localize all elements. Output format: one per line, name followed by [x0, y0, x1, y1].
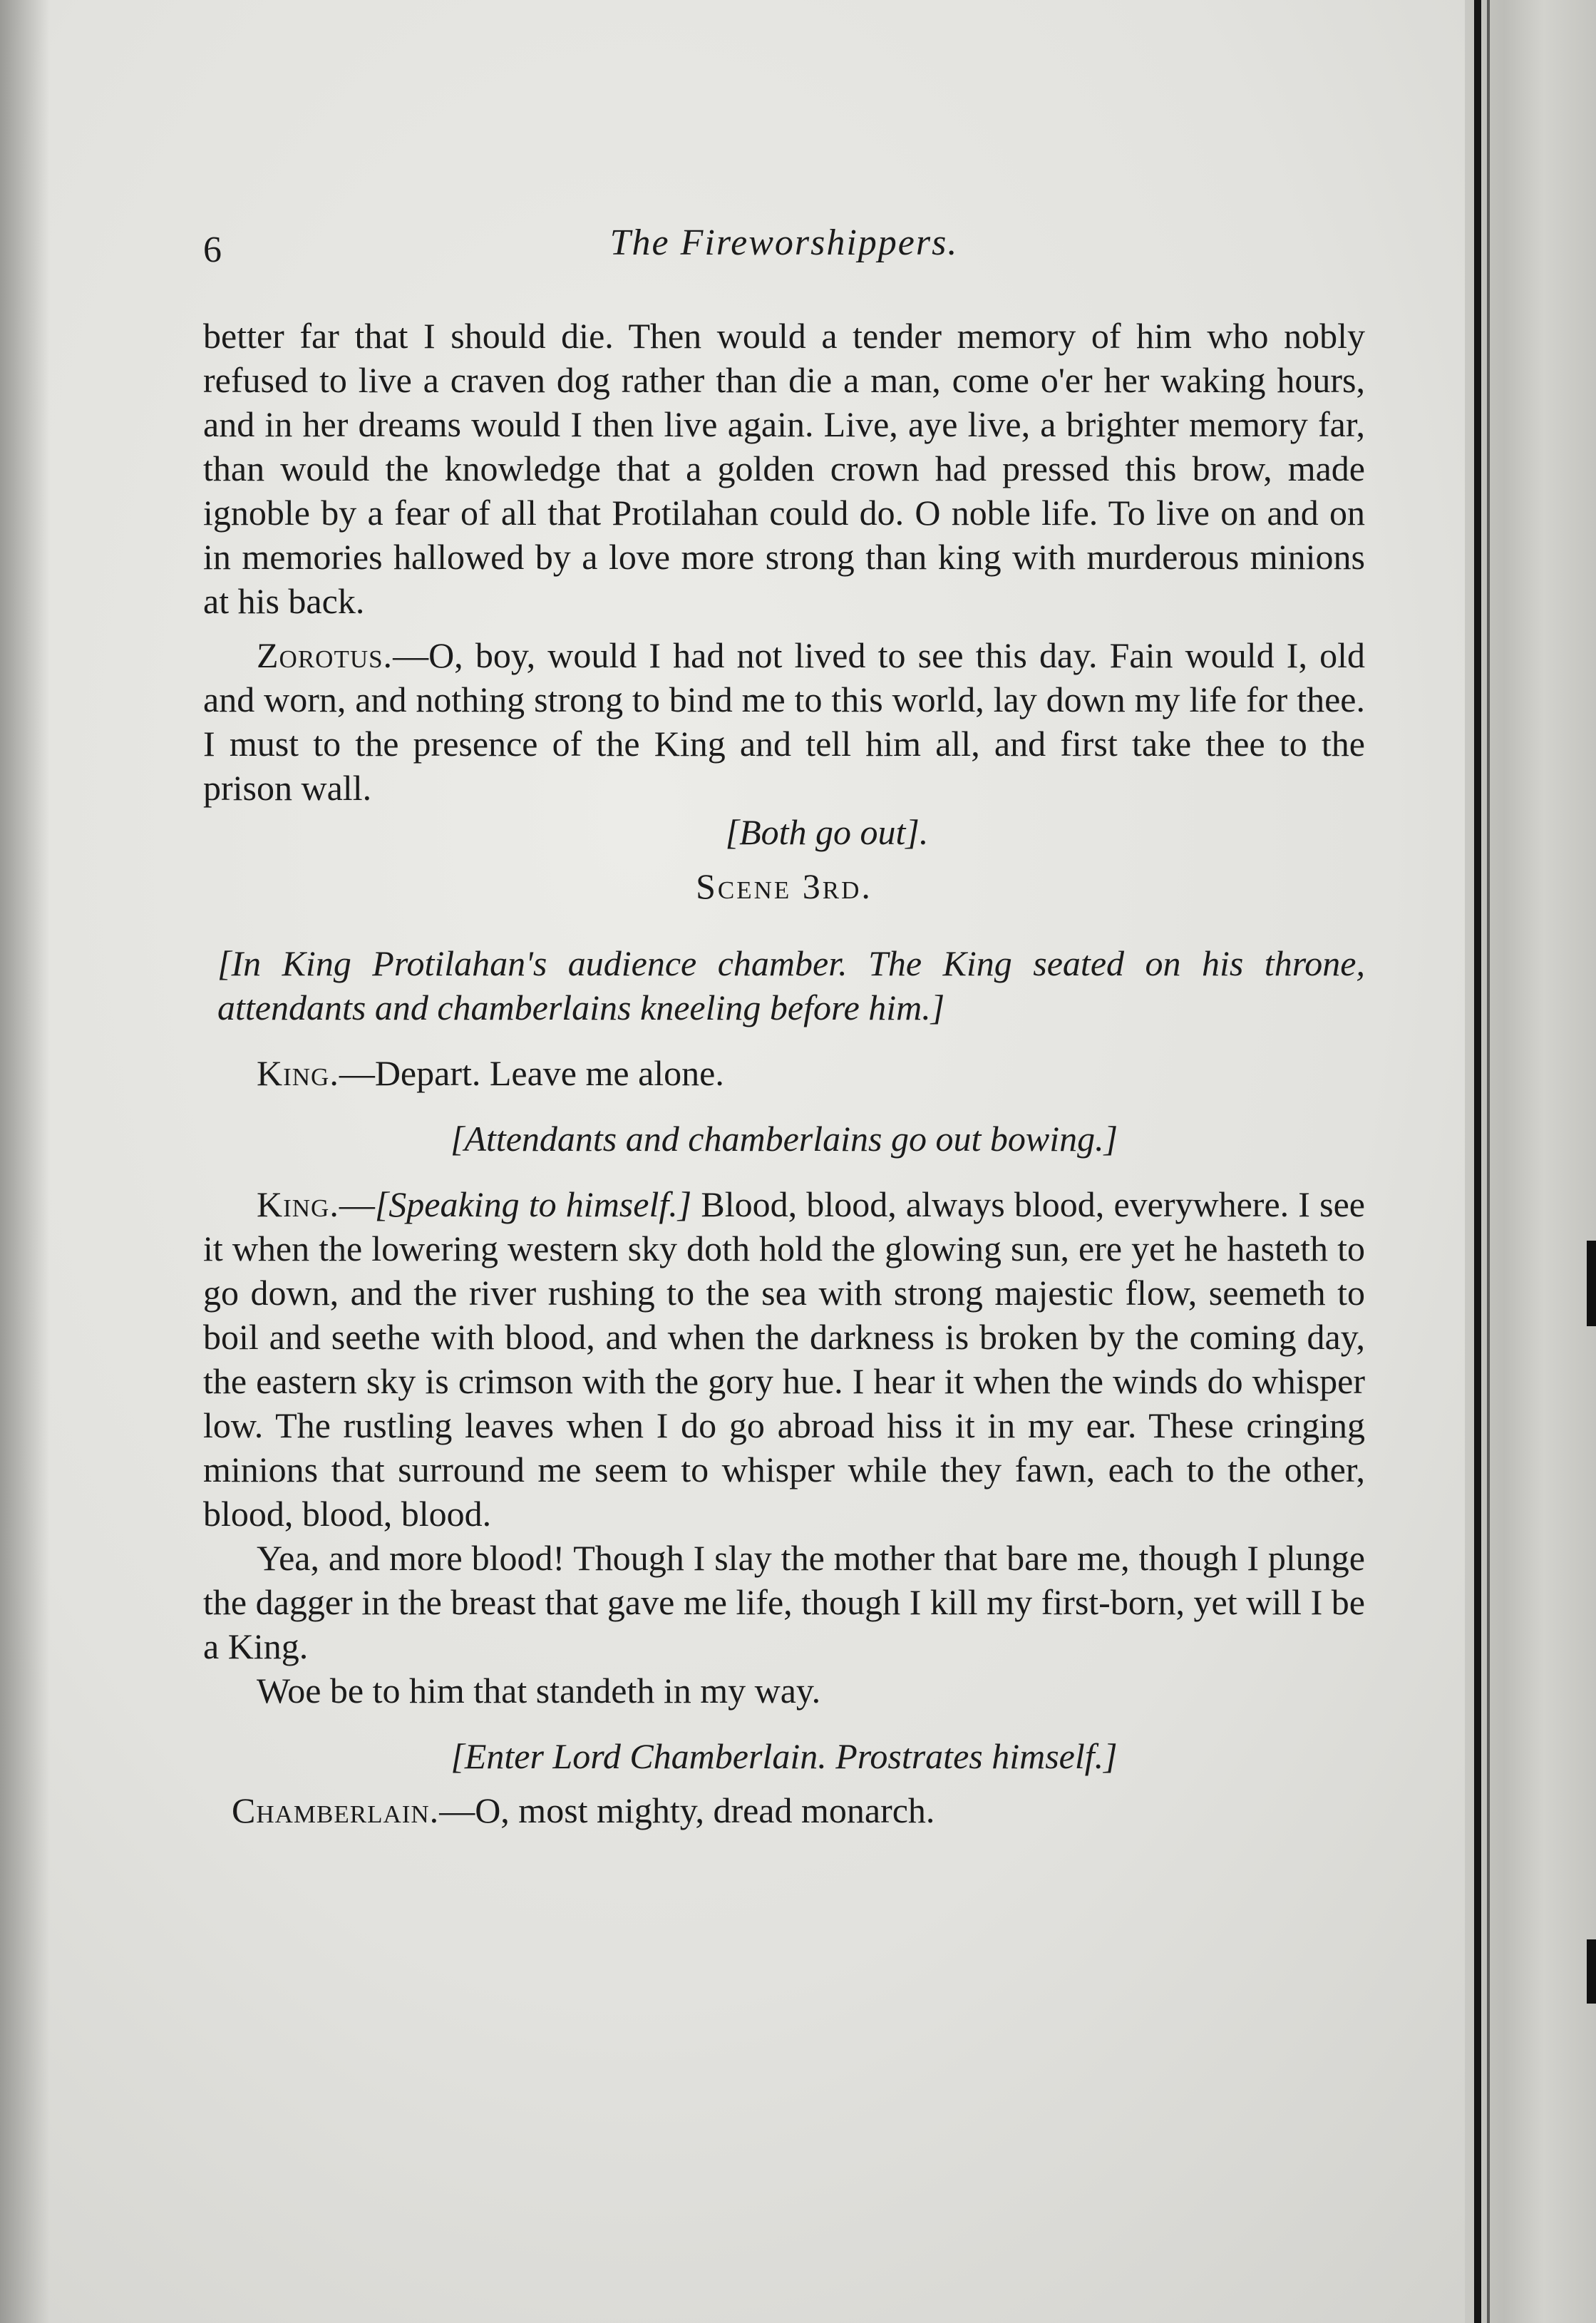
speech-chamberlain: [203, 1788, 1365, 1832]
book-gutter: [1465, 0, 1596, 2323]
speech-continuation: Yea, and more blood! Though I slay the mother that bare me, though I plunge the dagger in the breast that gave me life, though I kill my first-born, yet will I be a King.: [203, 1538, 1365, 1666]
stage-direction: [Both go out].: [725, 812, 929, 852]
gutter-thin-line: [1487, 0, 1490, 2323]
speaker-name: King.: [257, 1053, 339, 1093]
speech-text: —O, most mighty, dread monarch.: [439, 1790, 935, 1830]
speaker-name: Zorotus.: [257, 635, 393, 675]
gutter-edge-mark: [1587, 1241, 1596, 1326]
inline-stage-direction: [Speaking to himself.]: [374, 1184, 692, 1224]
running-title: The Fireworshippers.: [609, 222, 959, 263]
page-number: 6: [203, 230, 222, 270]
speaker-name: King.: [257, 1184, 339, 1224]
stage-direction: [Attendants and chamberlains go out bowing.]: [450, 1119, 1118, 1159]
scene-heading: Scene 3rd.: [696, 866, 872, 906]
gutter-edge-mark: [1587, 1939, 1596, 2004]
speech-text: —Depart. Leave me alone.: [339, 1053, 724, 1093]
page-text: [203, 214, 1365, 1832]
speech-king: [203, 1182, 1365, 1536]
stage-direction: [Enter Lord Chamberlain. Prostrates himself.]: [451, 1736, 1118, 1776]
page-header: [203, 214, 1365, 278]
speech-zorotus: [203, 633, 1365, 810]
gutter-dark-line: [1474, 0, 1481, 2323]
speaker-name: Chamberlain.: [232, 1790, 440, 1830]
page-edge-shadow: [0, 0, 50, 2323]
stage-direction: [In King Protilahan's audience chamber. The King seated on his throne, attendants and chamberlains kneeling before him.]: [217, 943, 1365, 1027]
paragraph-continuation: better far that I should die. Then would a tender memory of him who nobly refused to live a craven dog rather than die a man, come o'er her waking hours, and in her dreams would I then live again. Live, aye live, a brighter memory far, than would the knowledge that a golden crown had pressed this brow, made ignoble by a fear of all that Protilahan could do. O noble life. To live on and on in memories hallowed by a love more strong than king with murderous minions at his back.: [203, 316, 1365, 621]
speech-text: —O, boy, would I had not lived to see this day. Fain would I, old and worn, and nothing strong to bind me to this world, lay down my life for thee. I must to the presence of the King and tell him all, and first take thee to the prison wall.: [203, 635, 1365, 808]
speech-king: [203, 1051, 1365, 1095]
speech-text: Blood, blood, always blood, everywhere. I see it when the lowering western sky doth hold the glowing sun, ere yet he hasteth to go down, and the river rushing to the sea with strong majestic flow, seemeth to boil and seethe with blood, and when the darkness is broken by the coming day, the eastern sky is crimson with the gory hue. I hear it when the winds do whisper low. The rustling leaves when I do go abroad hiss it in my ear. These cringing minions that surround me seem to whisper while they fawn, each to the other, blood, blood, blood.: [203, 1184, 1365, 1534]
speech-continuation: Woe be to him that standeth in my way.: [257, 1671, 821, 1711]
speech-dash: —: [339, 1184, 375, 1224]
